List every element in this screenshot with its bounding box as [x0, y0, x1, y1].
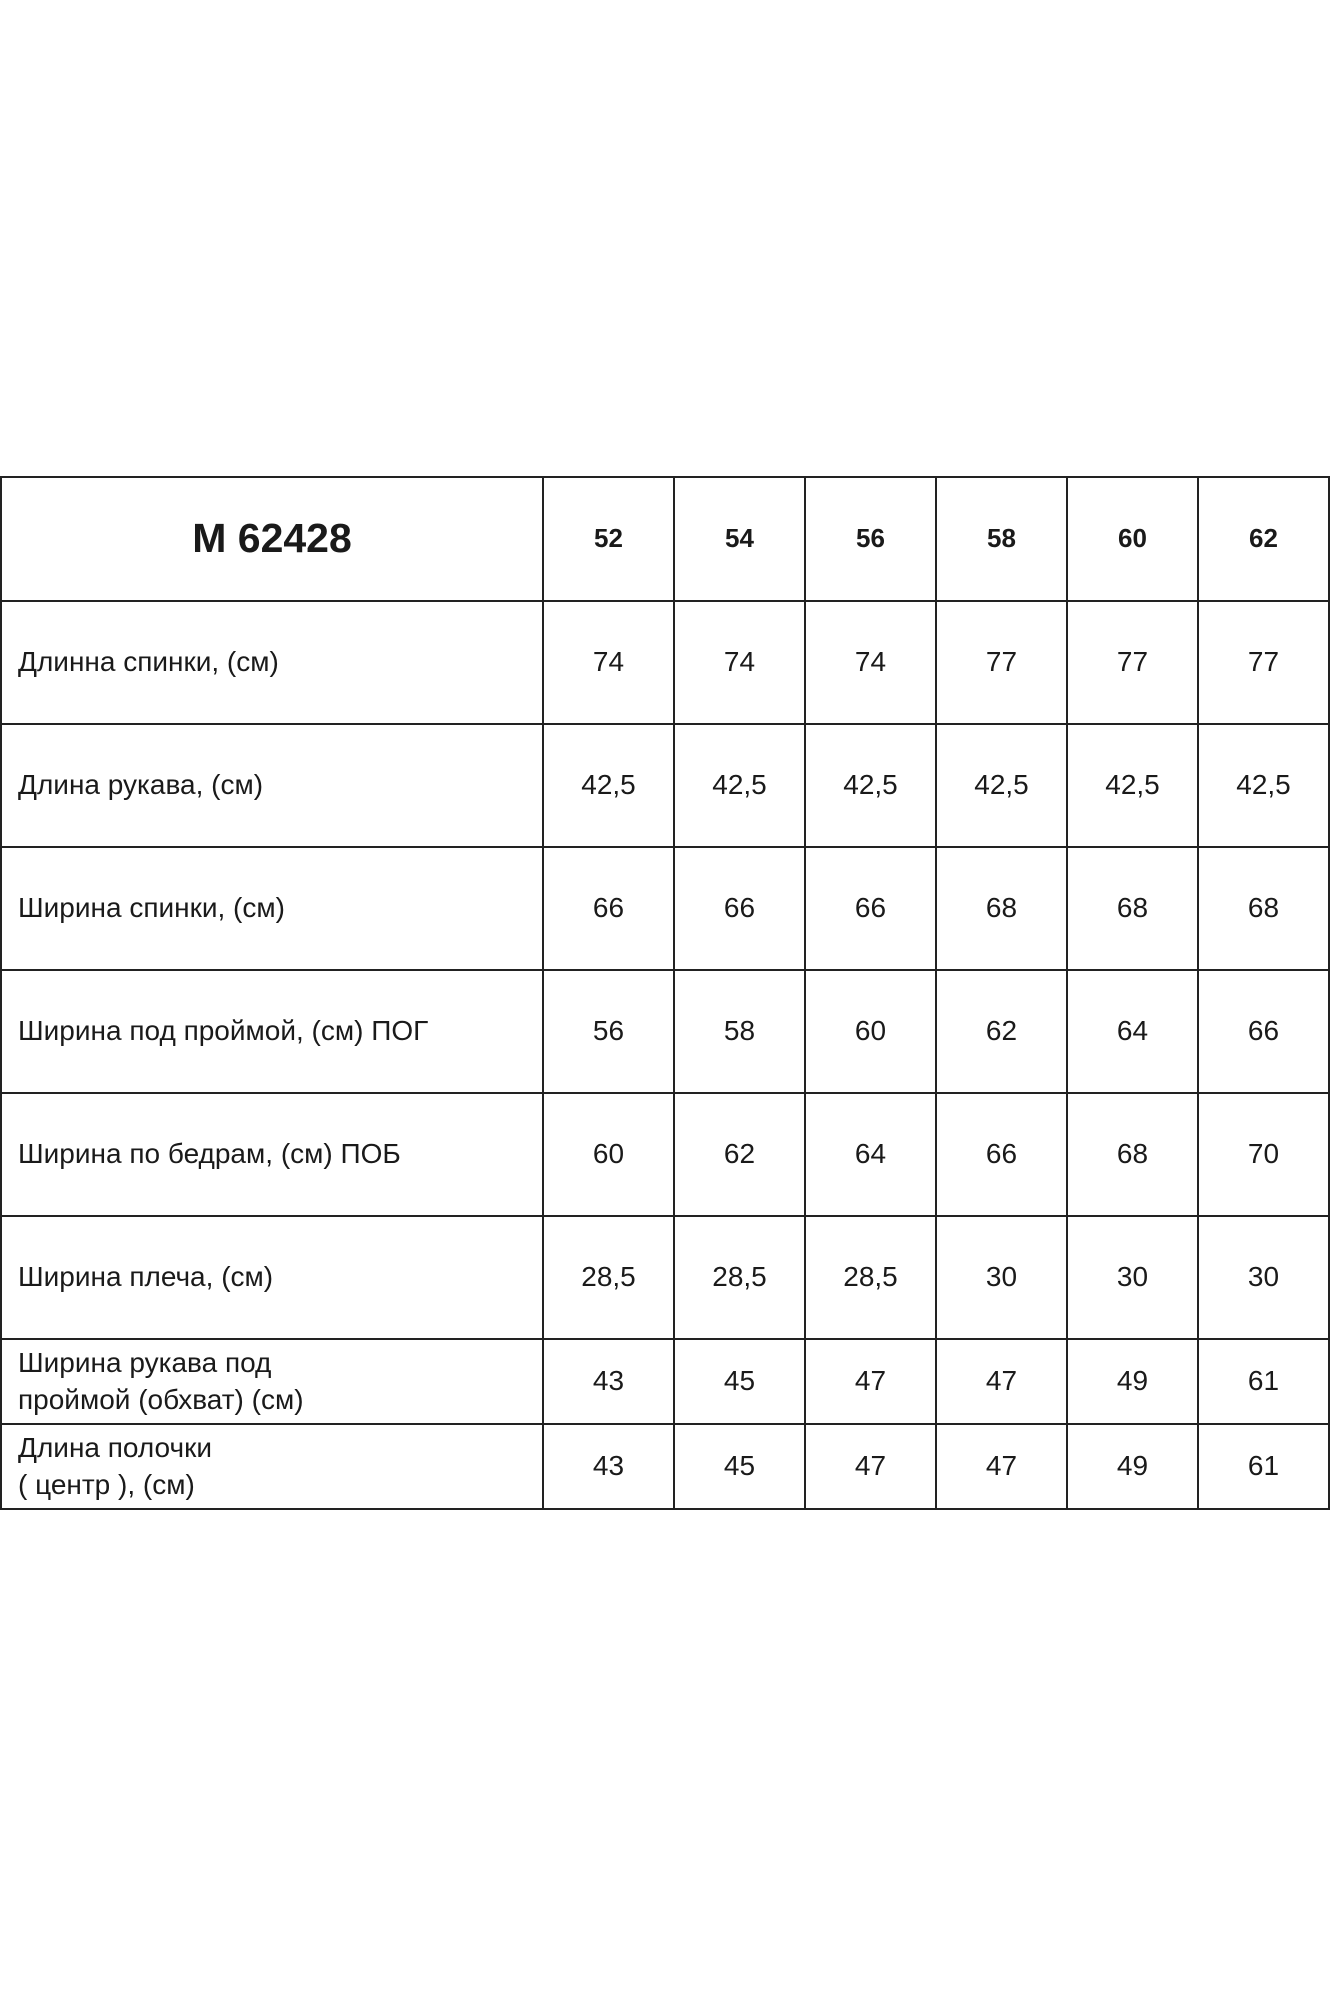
table-cell: 74	[543, 601, 674, 724]
table-cell: 30	[1198, 1216, 1329, 1339]
table-cell: 43	[543, 1339, 674, 1424]
row-label: Ширина рукава под проймой (обхват) (см)	[1, 1339, 543, 1424]
table-row	[1, 1216, 1329, 1339]
table-header-row	[1, 477, 1329, 601]
table-cell: 47	[936, 1339, 1067, 1424]
size-header-54: 54	[674, 477, 805, 601]
table-cell: 66	[674, 847, 805, 970]
table-cell: 61	[1198, 1339, 1329, 1424]
row-label: Ширина спинки, (см)	[1, 847, 543, 970]
table-cell: 68	[936, 847, 1067, 970]
row-label: Длина рукава, (см)	[1, 724, 543, 847]
table-cell: 62	[674, 1093, 805, 1216]
size-header-56: 56	[805, 477, 936, 601]
row-label: Ширина плеча, (см)	[1, 1216, 543, 1339]
table-cell: 66	[1198, 970, 1329, 1093]
table-cell: 45	[674, 1424, 805, 1509]
table-row	[1, 1093, 1329, 1216]
size-header-58: 58	[936, 477, 1067, 601]
table-cell: 42,5	[936, 724, 1067, 847]
table-cell: 66	[936, 1093, 1067, 1216]
table-cell: 42,5	[1067, 724, 1198, 847]
table-row	[1, 724, 1329, 847]
table-row	[1, 1339, 1329, 1424]
table-cell: 70	[1198, 1093, 1329, 1216]
table-cell: 42,5	[543, 724, 674, 847]
table-cell: 68	[1067, 847, 1198, 970]
table-cell: 49	[1067, 1339, 1198, 1424]
table-cell: 66	[805, 847, 936, 970]
table-cell: 56	[543, 970, 674, 1093]
table-cell: 43	[543, 1424, 674, 1509]
table-cell: 30	[936, 1216, 1067, 1339]
size-header-52: 52	[543, 477, 674, 601]
table-cell: 61	[1198, 1424, 1329, 1509]
table-cell: 28,5	[674, 1216, 805, 1339]
row-label: Ширина под проймой, (см) ПОГ	[1, 970, 543, 1093]
row-label: Длина полочки ( центр ), (см)	[1, 1424, 543, 1509]
table-cell: 77	[1198, 601, 1329, 724]
table-cell: 47	[805, 1339, 936, 1424]
table-cell: 64	[805, 1093, 936, 1216]
table-cell: 68	[1067, 1093, 1198, 1216]
table-row	[1, 847, 1329, 970]
table-cell: 60	[543, 1093, 674, 1216]
table-cell: 28,5	[805, 1216, 936, 1339]
table-cell: 47	[805, 1424, 936, 1509]
row-label: Ширина по бедрам, (см) ПОБ	[1, 1093, 543, 1216]
table-cell: 64	[1067, 970, 1198, 1093]
table-cell: 60	[805, 970, 936, 1093]
table-cell: 74	[674, 601, 805, 724]
table-cell: 77	[936, 601, 1067, 724]
table-cell: 62	[936, 970, 1067, 1093]
table-cell: 30	[1067, 1216, 1198, 1339]
table-cell: 42,5	[674, 724, 805, 847]
table-cell: 42,5	[1198, 724, 1329, 847]
table-cell: 47	[936, 1424, 1067, 1509]
table-cell: 49	[1067, 1424, 1198, 1509]
size-chart-table	[0, 476, 1330, 1510]
table-cell: 28,5	[543, 1216, 674, 1339]
table-cell: 66	[543, 847, 674, 970]
table-row	[1, 970, 1329, 1093]
row-label: Длинна спинки, (см)	[1, 601, 543, 724]
table-cell: 58	[674, 970, 805, 1093]
size-header-62: 62	[1198, 477, 1329, 601]
table-row	[1, 1424, 1329, 1509]
table-cell: 45	[674, 1339, 805, 1424]
table-cell: 74	[805, 601, 936, 724]
table-cell: 68	[1198, 847, 1329, 970]
table-cell: 42,5	[805, 724, 936, 847]
size-header-60: 60	[1067, 477, 1198, 601]
model-number: М 62428	[1, 477, 543, 601]
table-cell: 77	[1067, 601, 1198, 724]
table-row	[1, 601, 1329, 724]
